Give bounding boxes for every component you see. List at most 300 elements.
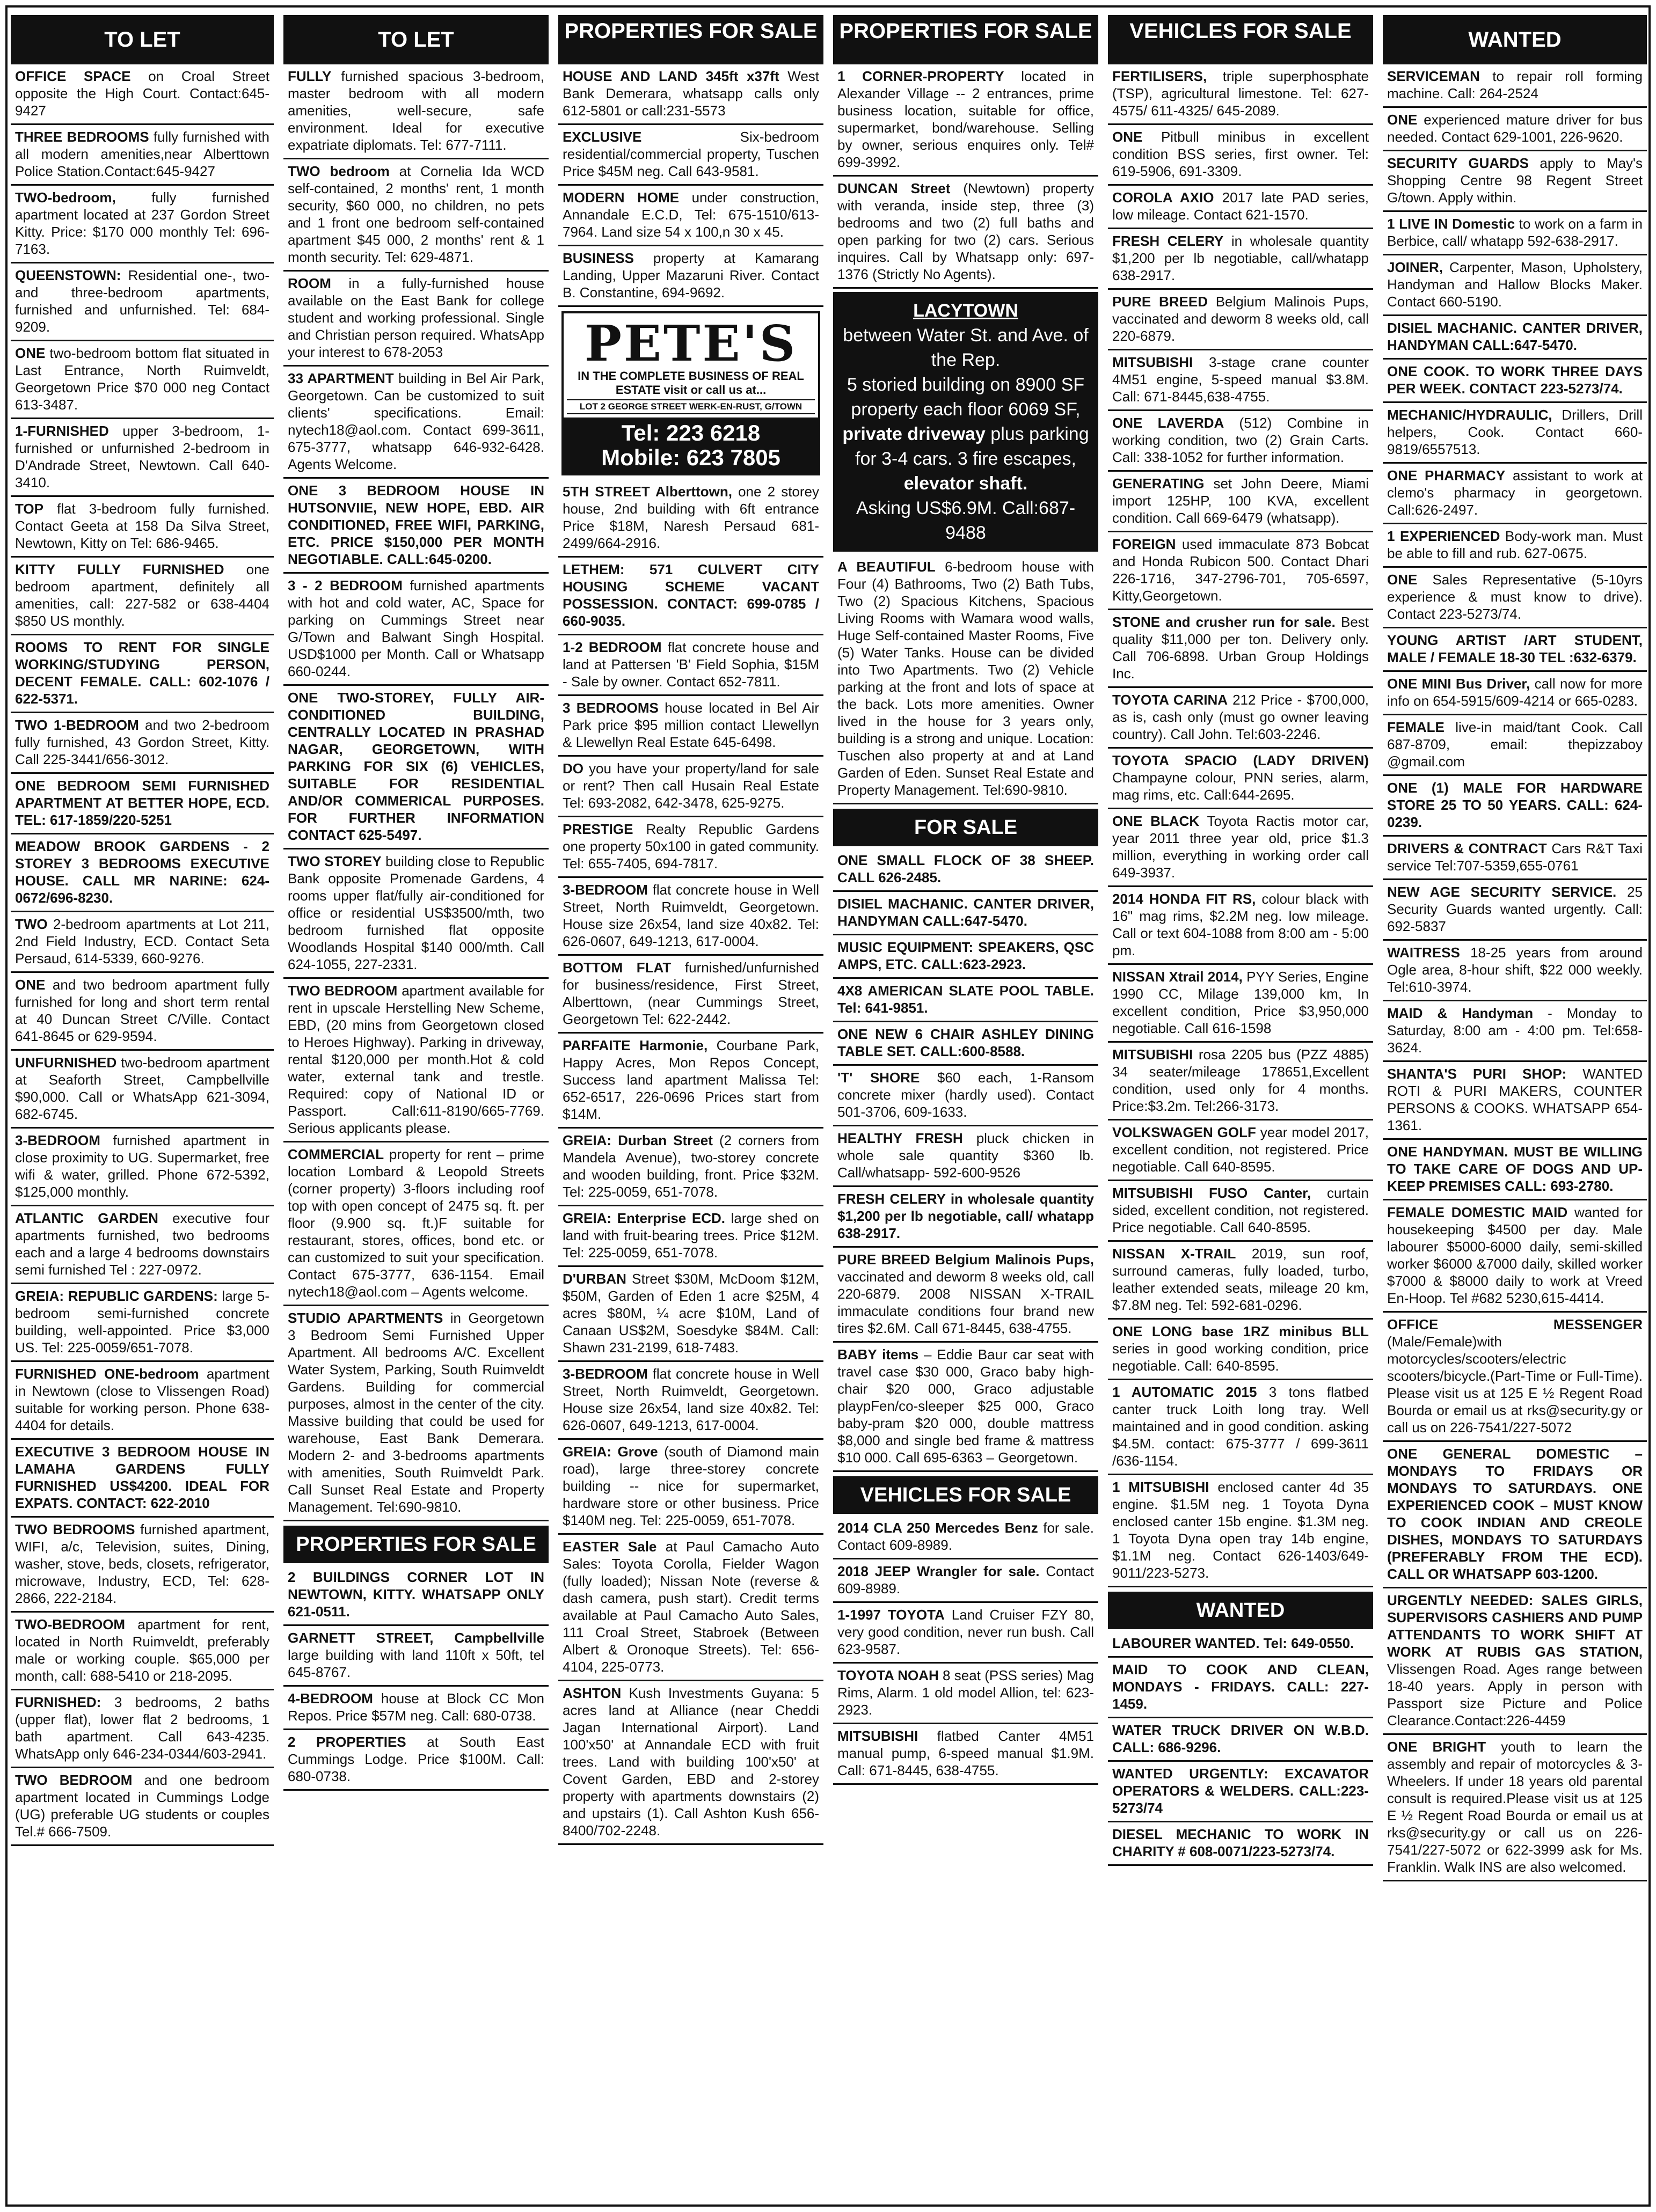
ad-lead: ONE BLACK bbox=[1112, 813, 1200, 829]
ad-lead: GREIA: REPUBLIC GARDENS: bbox=[15, 1288, 218, 1304]
box-emph: private driveway bbox=[842, 424, 986, 444]
classified-ad bbox=[1108, 125, 1373, 186]
classified-ad bbox=[283, 574, 549, 686]
ad-text: flat concrete house in Well Street, North Ruimveldt, Georgetown. House size 26x54, land size 40x82. Tel: 626-0607, 649-1213, 617-0004. bbox=[563, 1366, 819, 1433]
classified-ad bbox=[1108, 532, 1373, 610]
ad-text: year model 2017, excellent condition, not registered. Price negotiable. Call 640-8595. bbox=[1112, 1124, 1369, 1175]
classified-ad bbox=[11, 1284, 274, 1362]
ad-lead: STUDIO APARTMENTS bbox=[288, 1310, 443, 1326]
ad-lead: 1 CORNER-PROPERTY bbox=[837, 68, 1004, 84]
ad-text: Toyota Ractis motor car, year 2011 three year old, price $1.3 million, everything in working order call 649-3937. bbox=[1112, 813, 1369, 881]
ad-text: fully furnished apartment located at 237 Gordon Street Kitty. Price: $170 000 monthly Tel: 696-7163. bbox=[15, 189, 269, 257]
ad-text: youth to learn the assembly and repair of motorcycles & 3-Wheelers. If under 18 years old parental consult is required.Please visit us at 125 E ½ Regent Road Bourda or email us at rks@security.gy or call us on 226-7541/227-5072 or 622-3999 ask for Ms. Franklin. Walk INS are also welcomed. bbox=[1387, 1739, 1643, 1875]
ad-text: two-bedroom bottom flat situated in Last Entrance, North Ruimveldt, Georgetown Price $70 000 neg Contact 613-3487. bbox=[15, 345, 269, 413]
ad-text: under construction, Annandale E.C.D, Tel: 675-1510/613-7964. Land size 54 x 100,n 30 x 45. bbox=[563, 189, 820, 240]
ad-lead: FOREIGN bbox=[1112, 536, 1176, 552]
ad-lead: ONE bbox=[15, 977, 46, 993]
ad-text: in a fully-furnished house available on the East Bank for college student and working professional. Single and Christian person required. WhatsApp your interest to 678-2053 bbox=[288, 275, 544, 360]
ad-lead: ONE bbox=[15, 345, 46, 361]
ad-lead: ONE GENERAL DOMESTIC – MONDAYS TO FRIDAYS OR MONDAYS TO SATURDAYS. ONE EXPERIENCED COOK – MUST KNOW TO COOK INDIAN AND CREOLE DISHES, MONDAYS TO SATURDAYS (PREFERABLY FROM THE ECD). CALL OR WHATSAPP 603-1200. bbox=[1387, 1446, 1643, 1582]
ad-text: on Croal Street opposite the High Court. Contact:645-9427 bbox=[15, 68, 270, 119]
classified-ad bbox=[1108, 1658, 1373, 1718]
ad-text: one 2 storey house, 2nd building with 6ft entrance Price $18M, Naresh Persaud 681-2499/664-2916. bbox=[563, 484, 819, 551]
classified-ad bbox=[558, 125, 823, 186]
classified-ad bbox=[283, 686, 549, 849]
ad-lead: WANTED URGENTLY: EXCAVATOR OPERATORS & WELDERS. CALL:223-5273/74 bbox=[1112, 1766, 1369, 1816]
classified-ad bbox=[1383, 151, 1647, 212]
classified-ad bbox=[1383, 108, 1647, 151]
classified-ad bbox=[11, 497, 274, 558]
ad-text: PYY Series, Engine 1990 CC, Milage 139,000 km, In excellent condition, Price $3,950,000 negotiable. Call 616-1598 bbox=[1112, 969, 1369, 1036]
ad-text: (2 corners from Mandela Avenue), two-storey concrete and wooden building, front. Price $32M. Tel: 225-0059, 651-7078. bbox=[563, 1132, 819, 1200]
ad-lead: ONE SMALL FLOCK OF 38 SHEEP. CALL 626-2485. bbox=[837, 852, 1094, 885]
ad-lead: 2018 JEEP Wrangler for sale. bbox=[837, 1563, 1040, 1579]
ad-text: Champayne colour, PNN series, alarm, mag rims, etc. Call:644-2695. bbox=[1112, 770, 1369, 803]
ad-text: (512) Combine in working condition, two (2) Grain Carts. Call: 338-1052 for further information. bbox=[1112, 415, 1369, 465]
ad-text: 2019, sun roof, surround cameras, fully loaded, turbo, leather extended seats, mileage 20 km, $7.8M neg. Tel: 592-681-0296. bbox=[1112, 1246, 1369, 1313]
classified-ad bbox=[558, 1129, 823, 1206]
classified-ad bbox=[283, 1730, 549, 1791]
ad-lead: DIESEL MECHANIC TO WORK IN CHARITY # 608-0071/223-5273/74. bbox=[1112, 1826, 1369, 1859]
ad-text: upper 3-bedroom, 1-furnished or unfurnished 2-bedroom in D'Andrade Street, Newtown. Call 640-3410. bbox=[15, 423, 269, 490]
classified-ad bbox=[833, 1603, 1098, 1664]
ad-text: WANTED ROTI & PURI MAKERS, COUNTER PERSONS & COOKS. WHATSAPP 654-1361. bbox=[1387, 1066, 1643, 1133]
ad-text: large 5-bedroom semi-furnished concrete building, well-appointed. Price $3,000 US. Tel: 225-0059/651-7078. bbox=[15, 1288, 269, 1356]
ad-lead: 1 AUTOMATIC 2015 bbox=[1112, 1384, 1257, 1400]
ad-lead: HEALTHY FRESH bbox=[837, 1130, 963, 1146]
ad-lead: MAID & Handyman bbox=[1387, 1005, 1534, 1021]
classified-ad bbox=[1383, 941, 1647, 1001]
ad-text: 3 tons flatbed canter truck Loith long tray. Well maintained and in good condition. asking $4.5M. contact: 675-3777 / 699-3611 /636-1154. bbox=[1112, 1384, 1369, 1469]
ad-lead: 3-BEDROOM bbox=[15, 1132, 100, 1148]
ad-lead: EASTER Sale bbox=[563, 1539, 657, 1555]
classified-ad bbox=[11, 1051, 274, 1129]
classified-ad bbox=[1108, 1822, 1373, 1866]
classified-ad bbox=[1108, 229, 1373, 290]
classified-ad bbox=[283, 1565, 549, 1626]
ad-text: house located in Bel Air Park price $95 million contact Llewellyn & Llewellyn Real Estate 645-6498. bbox=[563, 700, 819, 750]
ad-lead: ONE BRIGHT bbox=[1387, 1739, 1486, 1755]
column-header: PROPERTIES FOR SALE bbox=[558, 15, 823, 64]
box-line: between Water St. and Ave. of the Rep. bbox=[843, 325, 1089, 370]
ad-lead: 4-BEDROOM bbox=[288, 1690, 373, 1706]
ad-text: and two 2-bedroom fully furnished, 43 Gordon Street, Kitty. Call 225-3441/656-3012. bbox=[15, 717, 269, 767]
ad-text: property at Kamarang Landing, Upper Mazaruni River. Contact B. Constantine, 694-9692. bbox=[563, 250, 819, 301]
ad-text: furnished apartments with hot and cold water, AC, Space for parking on Cummings Street near G/Town and Balwant Singh Hospital. USD$1000 per Month. Call or Whatsapp 660-0244. bbox=[288, 577, 545, 679]
ad-text: executive four apartments furnished, two bedrooms each and a large 4 bedrooms downstairs semi furnished Tel : 227-0972. bbox=[15, 1210, 269, 1278]
ad-text: for sale. Contact 609-8989. bbox=[837, 1520, 1094, 1553]
box-title: LACYTOWN bbox=[913, 301, 1018, 321]
ad-lead: BOTTOM FLAT bbox=[563, 959, 672, 976]
classified-ad bbox=[283, 1142, 549, 1306]
classified-ad bbox=[1383, 212, 1647, 255]
ad-text: large building with land 110ft x 50ft, tel 645-8767. bbox=[288, 1647, 544, 1680]
classified-ad bbox=[11, 635, 274, 713]
classified-ad bbox=[558, 246, 823, 307]
classified-ad bbox=[11, 125, 274, 186]
classified-ad bbox=[283, 1687, 549, 1730]
ad-lead: ONE bbox=[1387, 112, 1418, 128]
column-properties-for-sale-2 bbox=[833, 15, 1098, 2197]
classified-ad bbox=[11, 1362, 274, 1440]
ad-lead: FRESH CELERY in wholesale quantity $1,200 per lb negotiable, call/ whatapp 638-2917. bbox=[837, 1191, 1094, 1241]
ad-lead: 2014 CLA 250 Mercedes Benz bbox=[837, 1520, 1038, 1536]
ad-text: wanted for housekeeping $4500 per day. Male labourer $5000-6000 daily, semi-skilled worker $6000 &7000 daily, skilled worker $7000 & $8000 daily to work at Vreed En-Hoop. Tel #682 5230,615-4414. bbox=[1387, 1204, 1643, 1306]
ad-lead: DISIEL MACHANIC. CANTER DRIVER, HANDYMAN CALL:647-5470. bbox=[837, 896, 1094, 929]
ad-lead: OFFICE MESSENGER bbox=[1387, 1316, 1643, 1332]
ad-text: furnished apartment in close proximity to UG. Supermarket, free wifi & water, grilled. Phone 672-5392, $125,000 monthly. bbox=[15, 1132, 269, 1200]
ad-lead: 1-2 BEDROOM bbox=[563, 639, 662, 655]
ad-lead: A BEAUTIFUL bbox=[837, 559, 936, 575]
ad-lead: 4X8 AMERICAN SLATE POOL TABLE. Tel: 641-9851. bbox=[837, 983, 1094, 1016]
ad-lead: DRIVERS & CONTRACT bbox=[1387, 840, 1547, 856]
classified-ad bbox=[1383, 1200, 1647, 1313]
ad-lead: TWO 1-BEDROOM bbox=[15, 717, 139, 733]
classified-ad bbox=[1383, 715, 1647, 776]
ad-lead: MECHANIC/HYDRAULIC, bbox=[1387, 407, 1552, 423]
ad-lead: D'URBAN bbox=[563, 1271, 626, 1287]
classified-ad bbox=[1108, 1043, 1373, 1120]
ad-lead: ONE MINI Bus Driver, bbox=[1387, 676, 1530, 692]
ad-text: you have your property/land for sale or rent? Then call Husain Real Estate Tel: 693-2082, 642-3478, 625-9275. bbox=[563, 760, 819, 811]
ad-text: Sales Representative (5-10yrs experience & must know to drive). Contact 223-5273/74. bbox=[1387, 572, 1643, 622]
ad-text: at Cornelia Ida WCD self-contained, 2 months' rent, 1 month security, $60 000, no children, no pets and 1 front one bedroom self-contained apartment $45 000, 2 months' rent & 1 month security. Tel: 629-4871. bbox=[288, 163, 544, 265]
ad-text: pluck chicken in whole sale quantity $360 lb. Call/whatsapp- 592-600-9526 bbox=[837, 1130, 1095, 1181]
classified-ad bbox=[11, 1518, 274, 1613]
ad-lead: FERTILISERS, bbox=[1112, 68, 1207, 84]
ad-lead: COMMERCIAL bbox=[288, 1146, 384, 1162]
ad-lead: FURNISHED ONE-bedroom bbox=[15, 1366, 199, 1382]
classified-ad bbox=[558, 1206, 823, 1267]
petes-logo bbox=[561, 311, 820, 475]
classified-ad bbox=[1383, 1735, 1647, 1881]
classified-ad bbox=[558, 635, 823, 696]
classified-ad bbox=[1108, 965, 1373, 1043]
ad-lead: OFFICE SPACE bbox=[15, 68, 131, 84]
ad-lead: GREIA: Grove bbox=[563, 1444, 658, 1460]
classified-ad bbox=[558, 1362, 823, 1440]
ad-lead: EXECUTIVE 3 BEDROOM HOUSE IN LAMAHA GARDENS FULLY FURNISHED US$4200. IDEAL FOR EXPATS. CONTACT: 622-2010 bbox=[15, 1444, 269, 1511]
classified-ad bbox=[1108, 688, 1373, 749]
classified-ad bbox=[11, 64, 274, 125]
ad-lead: ONE bbox=[1387, 572, 1418, 588]
ad-lead: ONE LAVERDA bbox=[1112, 415, 1224, 431]
ad-lead: MEADOW BROOK GARDENS - 2 STOREY 3 BEDROOMS EXECUTIVE HOUSE. CALL MR NARINE: 624-0672/696-8230. bbox=[15, 838, 269, 906]
classified-ad bbox=[1108, 1631, 1373, 1658]
ad-lead: TOYOTA CARINA bbox=[1112, 692, 1228, 708]
classified-ad bbox=[833, 1187, 1098, 1248]
ad-text: Kush Investments Guyana: 5 acres land at Alliance (near Cheddi Jagan International Airport). Land 100'x50' at Annandale ECD with fruit trees. Land with building 100'x50' at Covent Garden, EBD and 2-storey property with apartments downstairs (2) and upstairs (1). Call Ashton Kush 656-8400/702-2248. bbox=[563, 1685, 819, 1839]
classified-ad bbox=[1383, 568, 1647, 628]
ad-lead: WAITRESS bbox=[1387, 944, 1460, 961]
logo-mobile: Mobile: 623 7805 bbox=[601, 445, 780, 470]
classified-ad bbox=[833, 177, 1098, 289]
ad-text: apartment in Newtown (close to Vlissengen Road) suitable for working person. Phone 638-4404 for details. bbox=[15, 1366, 269, 1433]
ad-text: large shed on land with fruit-bearing trees. Price $12M. Tel: 225-0059, 651-7078. bbox=[563, 1210, 819, 1261]
classified-ad bbox=[558, 64, 823, 125]
section-header: PROPERTIES FOR SALE bbox=[283, 1526, 549, 1563]
ad-lead: SERVICEMAN bbox=[1387, 68, 1480, 84]
ad-text: - Monday to Saturday, 8:00 am - 4:00 pm. Tel:658-3624. bbox=[1387, 1005, 1643, 1056]
classified-ad bbox=[1108, 1242, 1373, 1320]
ad-lead: ONE COOK. TO WORK THREE DAYS PER WEEK. CONTACT 223-5273/74. bbox=[1387, 363, 1643, 397]
ad-lead: ONE bbox=[1112, 129, 1143, 145]
classified-ad bbox=[283, 159, 549, 272]
box-line bbox=[838, 422, 1093, 471]
ad-lead: MITSUBISHI bbox=[837, 1728, 918, 1744]
ad-text: (Male/Female)with motorcycles/scooters/electric scooters/bicycle.(Part-Time or Full-Time). Please visit us at 125 E ½ Regent Road Bourda or email us at rks@security.gy or call us on 226-7541/227-5072 bbox=[1387, 1334, 1643, 1435]
classified-ad bbox=[833, 555, 1098, 804]
ad-lead: MITSUBISHI bbox=[1112, 354, 1193, 370]
classified-ad bbox=[558, 1034, 823, 1129]
ad-text: house at Block CC Mon Repos. Price $57M neg. Call: 680-0738. bbox=[288, 1690, 544, 1724]
ad-lead: FEMALE DOMESTIC MAID bbox=[1387, 1204, 1568, 1220]
ad-lead: QUEENSTOWN: bbox=[15, 267, 121, 283]
ad-lead: ONE LONG base 1RZ minibus BLL bbox=[1112, 1323, 1369, 1339]
ad-lead: DUNCAN Street bbox=[837, 180, 951, 196]
ad-lead: JOINER, bbox=[1387, 259, 1443, 275]
ad-lead: PARFAITE Harmonie, bbox=[563, 1037, 708, 1053]
classified-ad bbox=[11, 186, 274, 263]
ad-text: Street $30M, McDoom $12M, $50M, Garden of Eden 1 acre $25M, 4 acres $80M, ¼ acre $10M, Land of Canaan US$2M, Soesdyke $84M. Call: Shawn 231-2199, 618-7483. bbox=[563, 1271, 819, 1356]
ad-text: curtain sided, excellent condition, not registered. Price negotiable. Call 640-8595. bbox=[1112, 1185, 1369, 1235]
classified-ad bbox=[1383, 64, 1647, 108]
ad-lead: 33 APARTMENT bbox=[288, 370, 394, 386]
classified-ad bbox=[11, 912, 274, 973]
ad-text: Contact 609-8989. bbox=[837, 1563, 1095, 1596]
ad-text: Realty Republic Gardens one property 50x100 in gated community. Tel: 655-7405, 694-7817. bbox=[563, 821, 819, 871]
ad-lead: HOUSE AND LAND 345ft x37ft bbox=[563, 68, 779, 84]
ad-text: at Paul Camacho Auto Sales: Toyota Corolla, Fielder Wagon (fully loaded); Nissan Note (reverse & dash camera, push start). Credit terms available at Paul Camacho Auto Sales, 111 Croal Street, Stabroek (Between Albert & Oronoque Streets). Tel: 656-4104, 225-0773. bbox=[563, 1539, 820, 1675]
ad-lead: PURE BREED Belgium Malinois Pups, bbox=[837, 1251, 1094, 1268]
classified-ad bbox=[1383, 1001, 1647, 1062]
classified-ad bbox=[11, 1690, 274, 1768]
box-line: 5 storied building on 8900 SF property each floor 6069 SF, bbox=[847, 375, 1085, 420]
ad-text: located in Alexander Village -- 2 entrances, prime business location, suitable for office, supermarket, bond/warehouse. Selling by owner, serious enquires only. Tel# 699-3992. bbox=[837, 68, 1094, 170]
box-emph: elevator shaft. bbox=[903, 473, 1028, 494]
ad-text: 25 Security Guards wanted urgently. Call: 692-5837 bbox=[1387, 884, 1643, 934]
classified-ad bbox=[1383, 1062, 1647, 1140]
ad-lead: FULLY bbox=[288, 68, 332, 84]
ad-lead: 3 BEDROOMS bbox=[563, 700, 659, 716]
section-header: WANTED bbox=[1108, 1592, 1373, 1629]
classified-ad bbox=[833, 1066, 1098, 1126]
classified-ad bbox=[11, 774, 274, 834]
classified-ad bbox=[11, 1206, 274, 1284]
ad-lead: MODERN HOME bbox=[563, 189, 680, 206]
section-header: VEHICLES FOR SALE bbox=[833, 1476, 1098, 1514]
ad-text: 18-25 years from around Ogle area, 8-hour shift, $22 000 weekly. Tel:610-3974. bbox=[1387, 944, 1643, 995]
ad-lead: TWO-BEDROOM bbox=[15, 1616, 126, 1632]
ad-text: (south of Diamond main road), large three-storey concrete building -- nice for supermarket, hardware store or other business. Price $140M neg. Tel: 225-0059, 651-7078. bbox=[563, 1444, 820, 1528]
ad-text: furnished spacious 3-bedroom, master bedroom with all modern amenities, well-secure, safe environment. Ideal for executive expatriate diplomats. Tel: 677-7111. bbox=[288, 68, 544, 153]
classified-ad bbox=[283, 1306, 549, 1521]
classified-ad bbox=[1108, 350, 1373, 411]
classified-ad bbox=[1108, 1320, 1373, 1380]
ad-text: – Eddie Baur car seat with travel case $30 000, Graco baby high-chair $20 000, Graco adjustable playpFen/co-sleeper $25 000, Graco baby-pram $20 000, double mattress $8,000 and single bed frame & mattress $10 000. Call 695-6363 – Georgetown. bbox=[837, 1346, 1094, 1466]
ad-text: 8 seat (PSS series) Mag Rims, Alarm. 1 old model Allion, tel: 623-2923. bbox=[837, 1667, 1095, 1718]
classified-ad bbox=[1383, 880, 1647, 941]
classified-ad bbox=[1108, 1718, 1373, 1762]
classified-ad bbox=[11, 713, 274, 774]
classified-ad bbox=[1383, 255, 1647, 316]
classified-ad bbox=[1108, 64, 1373, 125]
ad-lead: ONE BEDROOM SEMI FURNISHED APARTMENT AT BETTER HOPE, ECD. TEL: 617-1859/220-5251 bbox=[15, 778, 269, 828]
classified-ad bbox=[1108, 887, 1373, 965]
classified-ad bbox=[1383, 464, 1647, 524]
ad-lead: FURNISHED: bbox=[15, 1694, 101, 1710]
ad-lead: ASHTON bbox=[563, 1685, 622, 1701]
lacytown-ad bbox=[833, 292, 1098, 552]
classified-ad bbox=[833, 64, 1098, 177]
ad-text: Best quality $11,000 per ton. Delivery only. Call 706-6898. Urban Group Holdings Inc. bbox=[1112, 614, 1369, 682]
classified-ad bbox=[558, 1267, 823, 1362]
classified-ad bbox=[1383, 1442, 1647, 1588]
classified-ad bbox=[1108, 610, 1373, 688]
classified-ad bbox=[833, 892, 1098, 935]
classified-ad bbox=[558, 186, 823, 246]
ad-text: rosa 2205 bus (PZZ 4885) 34 seater/mileage 178651,Excellent condition, used only for 4 months. Price:$3.2m. Tel:266-3173. bbox=[1112, 1046, 1369, 1114]
column-header: WANTED bbox=[1383, 15, 1647, 64]
ad-text: 3-stage crane counter 4M51 engine, 5-speed manual $3.8M. Call: 671-8445,638-4755. bbox=[1112, 354, 1369, 405]
ad-lead: ONE PHARMACY bbox=[1387, 467, 1506, 484]
ad-lead: ONE NEW 6 CHAIR ASHLEY DINING TABLE SET. CALL:600-8588. bbox=[837, 1026, 1094, 1059]
classified-ad bbox=[283, 272, 549, 367]
ad-text: live-in maid/tant Cook. Call 687-8709, email: thepizzaboy @gmail.com bbox=[1387, 719, 1643, 770]
classified-ad bbox=[558, 1681, 823, 1845]
classified-ad bbox=[558, 696, 823, 757]
box-line: Asking US$6.9M. Call:687-9488 bbox=[856, 498, 1076, 543]
ad-text: Carpenter, Mason, Upholstery, Handyman and Hallow Blocks Maker. Contact 660-5190. bbox=[1387, 259, 1643, 310]
classified-ad bbox=[833, 848, 1098, 892]
ad-text: 6-bedroom house with Four (4) Bathrooms, Two (2) Bath Tubs, Two (2) Spacious Kitchens, Spacious Living Rooms with Wamara wood walls, Huge Self-contained Master Rooms, Five (5) Water Tanks. House can be divided into Two Apartments. Two (2) Vehicle parking at the front and lots of space at the back. Lots more amenities. Owner lived in the house for 3 years only, building is a strong and unique. Location: Tuschen also property at and at Land Garden of Eden. Sunset Real Estate and Property Management. Tel:690-9810. bbox=[837, 559, 1094, 798]
classified-ad bbox=[1108, 411, 1373, 472]
classified-ad bbox=[833, 1516, 1098, 1559]
column-header: VEHICLES FOR SALE bbox=[1108, 15, 1373, 64]
classified-ad bbox=[833, 1664, 1098, 1724]
classified-ad bbox=[1383, 837, 1647, 880]
classified-ad bbox=[283, 479, 549, 574]
classified-ad bbox=[11, 973, 274, 1051]
classified-ad bbox=[833, 935, 1098, 979]
ad-lead: UNFURNISHED bbox=[15, 1054, 117, 1071]
ad-lead: GENERATING bbox=[1112, 475, 1205, 492]
ad-text: furnished apartment, WIFI, a/c, Television, suites, Dining, washer, stove, beds, closets, refrigerator, microwave, Industry, ECD, Tel: 628-2866, 222-2184. bbox=[15, 1521, 269, 1606]
ad-text: experienced mature driver for bus needed. Contact 629-1001, 226-9620. bbox=[1387, 112, 1643, 145]
column-to-let-2 bbox=[283, 15, 549, 2197]
ad-text: furnished/unfurnished for business/residence, First Street, Alberttown, (near Cummings Street, Georgetown Tel: 622-2442. bbox=[563, 959, 819, 1027]
classified-ad bbox=[11, 419, 274, 497]
logo-address: LOT 2 GEORGE STREET WERK-EN-RUST, G/TOWN bbox=[567, 399, 815, 414]
classified-ad bbox=[1383, 524, 1647, 568]
ad-lead: MITSUBISHI bbox=[1112, 1046, 1193, 1063]
ad-lead: 1-FURNISHED bbox=[15, 423, 109, 439]
classifieds-page bbox=[5, 5, 1651, 2207]
ad-text: 212 Price - $700,000, as is, cash only (must go owner leaving country). Call John. Tel:603-2246. bbox=[1112, 692, 1369, 742]
ad-text: to work on a farm in Berbice, call/ whatapp 592-638-2917. bbox=[1387, 216, 1643, 249]
ad-lead: BUSINESS bbox=[563, 250, 634, 266]
ad-lead: SECURITY GUARDS bbox=[1387, 155, 1529, 171]
ad-text: fully furnished with all modern amenities,near Alberttown Police Station.Contact:645-9427 bbox=[15, 129, 269, 179]
classified-ad bbox=[1383, 360, 1647, 403]
column-header: TO LET bbox=[283, 15, 549, 64]
ad-lead: 1 MITSUBISHI bbox=[1112, 1479, 1209, 1495]
ad-text: Pitbull minibus in excellent condition BSS series, first owner. Tel: 619-5906, 691-3309. bbox=[1112, 129, 1369, 179]
ad-lead: URGENTLY NEEDED: SALES GIRLS, SUPERVISORS CASHIERS AND PUMP ATTENDANTS TO WORK SHIFT AT WORK AT RUBIS GAS STATION, bbox=[1387, 1592, 1643, 1660]
ad-lead: 1 EXPERIENCED bbox=[1387, 528, 1500, 544]
ad-text: flatbed Canter 4M51 manual pump, 6-speed manual $1.9M. Call: 671-8445, 638-4755. bbox=[837, 1728, 1094, 1778]
ad-text: flat 3-bedroom fully furnished. Contact Geeta at 158 Da Silva Street, Newtown, Kitty on Tel: 686-9465. bbox=[15, 501, 269, 551]
classified-ad bbox=[1108, 749, 1373, 809]
ad-lead: TWO BEDROOM bbox=[15, 1772, 133, 1788]
ad-lead: BABY items bbox=[837, 1346, 919, 1363]
classified-ad bbox=[1383, 1588, 1647, 1735]
classified-ad bbox=[11, 1613, 274, 1690]
ad-lead: TWO bbox=[15, 916, 48, 932]
ad-text: and two bedroom apartment fully furnished for long and short term rental at 40 Duncan Street C/Ville. Contact 641-8645 or 629-9594. bbox=[15, 977, 269, 1044]
column-properties-for-sale-1 bbox=[558, 15, 823, 2197]
ad-lead: TOYOTA NOAH bbox=[837, 1667, 939, 1683]
classified-ad bbox=[833, 1022, 1098, 1066]
ad-lead: LABOURER WANTED. Tel: 649-0550. bbox=[1112, 1635, 1354, 1651]
classified-ad bbox=[833, 1724, 1098, 1785]
classified-ad bbox=[11, 834, 274, 912]
classified-ad bbox=[11, 1129, 274, 1206]
ad-text: apply to May's Shopping Centre 98 Regent Street G/town. Apply within. bbox=[1387, 155, 1643, 206]
ad-lead: THREE BEDROOMS bbox=[15, 129, 149, 145]
ad-text: West Bank Demerara, whatsapp calls only 612-5801 or call:231-5573 bbox=[563, 68, 820, 119]
ad-lead: GREIA: Enterprise ECD. bbox=[563, 1210, 725, 1226]
ad-text: flat concrete house in Well Street, North Ruimveldt, Georgetown. House size 26x54, land size 40x82. Tel: 626-0607, 649-1213, 617-0004. bbox=[563, 882, 819, 949]
ad-lead: ROOMS TO RENT FOR SINGLE WORKING/STUDYING PERSON, DECENT FEMALE. CALL: 602-1076 / 622-5371. bbox=[15, 639, 269, 707]
column-vehicles-for-sale bbox=[1108, 15, 1373, 2197]
classified-ad bbox=[283, 1626, 549, 1687]
ad-lead: TWO BEDROOMS bbox=[15, 1521, 135, 1537]
ad-text: enclosed canter 4d 35 engine. $1.5M neg. 1 Toyota Dyna enclosed canter 15b engine. $1.3M neg. 1 Toyota Dyna open tray 14b engine, $1.1M neg. Contact 626-1403/649-9011/223-5273. bbox=[1112, 1479, 1369, 1581]
ad-text: at South East Cummings Lodge. Price $100M. Call: 680-0738. bbox=[288, 1734, 544, 1784]
classified-ad bbox=[11, 558, 274, 635]
ad-lead: 2 BUILDINGS CORNER LOT IN NEWTOWN, KITTY. WHATSAPP ONLY 621-0511. bbox=[288, 1569, 544, 1620]
ad-lead: NEW AGE SECURITY SERVICE. bbox=[1387, 884, 1617, 900]
ad-lead: NISSAN X-TRAIL bbox=[1112, 1246, 1236, 1262]
ad-text: 2017 late PAD series, low mileage. Contact 621-1570. bbox=[1112, 189, 1369, 223]
classified-ad bbox=[11, 341, 274, 419]
ad-text: and one bedroom apartment located in Cummings Lodge (UG) preferable UG students or couples Tel.# 666-7509. bbox=[15, 1772, 270, 1840]
ad-lead: GREIA: Durban Street bbox=[563, 1132, 713, 1148]
ad-lead: MUSIC EQUIPMENT: SPEAKERS, QSC AMPS, ETC. CALL:623-2923. bbox=[837, 939, 1094, 972]
ad-lead: DISIEL MACHANIC. CANTER DRIVER, HANDYMAN CALL:647-5470. bbox=[1387, 320, 1643, 353]
ad-text: Six-bedroom residential/commercial property, Tuschen Price $45M neg. Call 643-9581. bbox=[563, 129, 819, 179]
ad-lead: COROLA AXIO bbox=[1112, 189, 1214, 206]
classified-ad bbox=[1108, 1120, 1373, 1181]
classified-ad bbox=[1383, 1140, 1647, 1200]
classified-ad bbox=[1383, 628, 1647, 672]
classified-ad bbox=[558, 1440, 823, 1535]
ad-text: Vlissengen Road. Ages range between 18-40 years. Apply in person with Passport size Picture and Police Clearance.Contact:226-4459 bbox=[1387, 1661, 1643, 1728]
classified-ad bbox=[1383, 1313, 1647, 1442]
classified-ad bbox=[558, 757, 823, 817]
ad-lead: 1-1997 TOYOTA bbox=[837, 1607, 945, 1623]
ad-text: Body-work man. Must be able to fill and rub. 627-0675. bbox=[1387, 528, 1643, 561]
ad-lead: DO bbox=[563, 760, 583, 777]
ad-text: Courbane Park, Happy Acres, Mon Repos Concept, Success land apartment Malissa Tel: 652-6517, 226-0696 Prices start from $14M. bbox=[563, 1037, 819, 1122]
ad-lead: PURE BREED bbox=[1112, 294, 1208, 310]
ad-lead: ONE (1) MALE FOR HARDWARE STORE 25 TO 50 YEARS. CALL: 624-0239. bbox=[1387, 780, 1643, 830]
column-header: TO LET bbox=[11, 15, 274, 64]
ad-text: set John Deere, Miami import 125HP, 100 KVA, excellent condition. Call 669-6479 (whatsapp). bbox=[1112, 475, 1369, 526]
classified-ad bbox=[1108, 809, 1373, 887]
classified-ad bbox=[833, 1343, 1098, 1472]
